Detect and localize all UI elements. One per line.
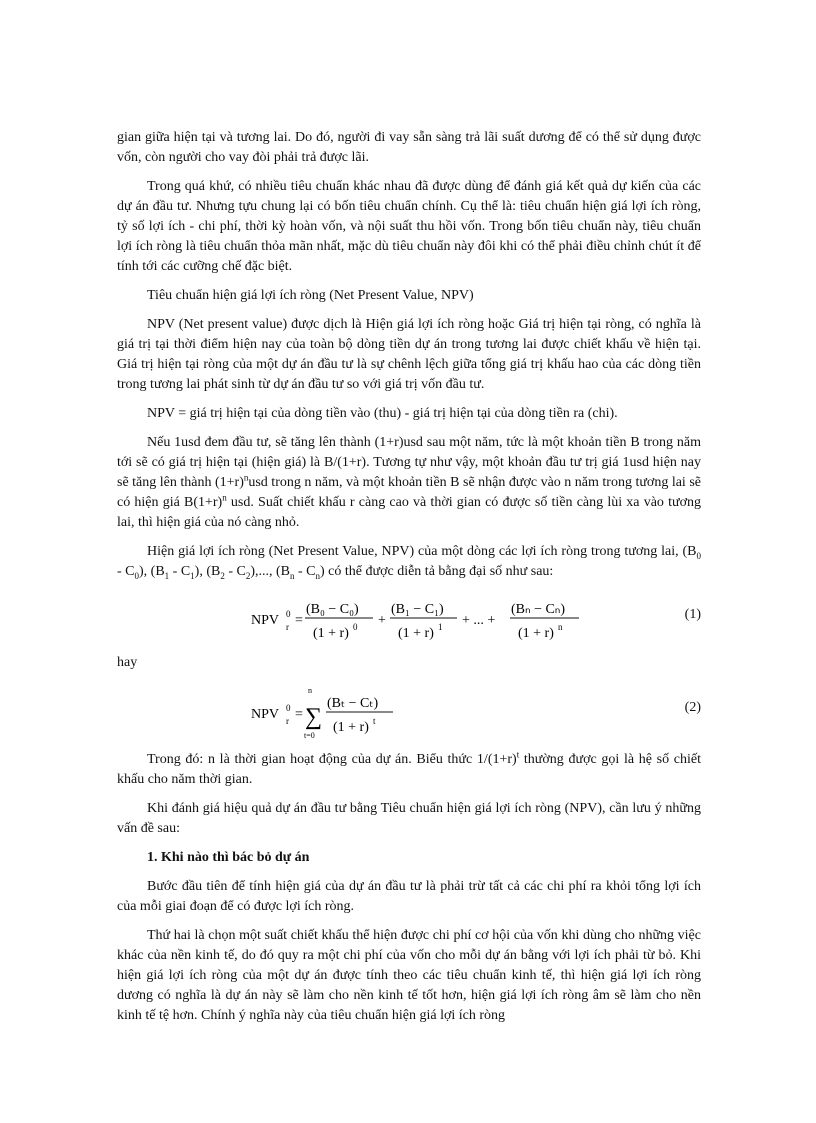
p6-sup-1: n — [243, 472, 249, 483]
p8-text-b: thường được gọi là hệ số chiết khấu cho năm thời gian. — [117, 752, 701, 787]
paragraph-6 — [117, 433, 701, 533]
p6-sup-2: n — [222, 492, 227, 503]
paragraph-11: Thứ hai là chọn một suất chiết khấu thể hiện được chi phí cơ hội của vốn khi dùng cho những việc khác của nền kinh tế, do đó quy ra một chi phí của vốn cho mỗi dự án bằng với lợi ích phải từ bỏ. Khi hiện giá lợi ích ròng của một dự án được tính theo các tiêu chuẩn kinh tế, thì hiện giá lợi ích ròng dương có nghĩa là dự án này sẽ làm cho nền kinh tế tốt hơn, hiện giá lợi ích ròng âm sẽ làm cho nền kinh tế tệ hơn. Chính ý nghĩa này của tiêu chuẩn hiện giá lợi ích ròng — [117, 928, 701, 1023]
p7-text: ) có thể được diễn tả bằng đại số như sau: — [320, 564, 554, 579]
eq1-t3-denominator: (1 + r) — [518, 626, 554, 641]
p7-sub: 1 — [190, 570, 195, 581]
paragraph-2: Trong quá khứ, có nhiều tiêu chuẩn khác nhau đã được dùng để đánh giá kết quả dự kiến của các dự án đầu tư. Nhưng tựu chung lại có bốn tiêu chuẩn chính. Cụ thể là: tiêu chuẩn hiện giá lợi ích ròng, tỷ số lợi ích - chi phí, thời kỳ hoàn vốn, và nội suất thu hồi vốn. Trong bốn tiêu chuẩn này, tiêu chuẩn lợi ích ròng là tiêu chuẩn thỏa mãn nhất, mặc dù tiêu chuẩn này đôi khi có thể phải điều chỉnh chút ít để tính tới các cưỡng chế đặc biệt. — [117, 179, 701, 274]
paragraph-8 — [117, 750, 701, 790]
p7-sub: 2 — [220, 570, 225, 581]
p7-text: - C — [294, 564, 316, 579]
eq1-t2-denominator: (1 + r) — [398, 626, 434, 641]
p6-text-c: usd. Suất chiết khấu r càng cao và thời gian có được số tiền càng lùi xa vào tương lai, thì hiện giá của nó càng nhỏ. — [117, 495, 702, 530]
p7-text: Hiện giá lợi ích ròng (Net Present Value, NPV) của một dòng các lợi ích ròng trong tương lai, (B — [147, 544, 697, 559]
p7-text: - C — [169, 564, 191, 579]
equation-2-svg — [117, 682, 517, 744]
eq1-ellipsis: + ... + — [462, 613, 496, 628]
eq1-plus: + — [378, 613, 386, 628]
eq2-denominator: (1 + r) — [333, 720, 369, 735]
paragraph-10: Bước đầu tiên để tính hiện giá của dự án đầu tư là phải trừ tất cả các chi phí ra khỏi tổng lợi ích của mỗi giai đoạn để có được lợi ích ròng. — [117, 879, 701, 914]
eq2-lhs-sub: r — [286, 716, 289, 726]
equation-1-number: (1) — [684, 607, 701, 622]
document-page — [117, 128, 701, 1035]
eq2-exponent: t — [373, 716, 376, 726]
equation-2-number: (2) — [684, 700, 701, 715]
p6-text-b: usd trong n năm, và một khoản tiền B sẽ nhận được vào n năm trong tương lai sẽ có hiện giá B(1+r) — [117, 475, 701, 510]
p8-text-a: Trong đó: n là thời gian hoạt động của dự án. Biểu thức 1/(1+r) — [147, 752, 517, 767]
eq1-equals: = — [295, 613, 303, 628]
paragraph-7 — [117, 542, 701, 582]
paragraph-3: Tiêu chuẩn hiện giá lợi ích ròng (Net Present Value, NPV) — [147, 288, 474, 303]
eq2-equals: = — [295, 707, 303, 722]
p7-sub: 2 — [245, 570, 251, 581]
p7-text: ), (B — [194, 564, 221, 579]
paragraph-5: NPV = giá trị hiện tại của dòng tiền vào (thu) - giá trị hiện tại của dòng tiền ra (chi). — [147, 406, 618, 421]
eq2-lhs-sup: 0 — [286, 703, 291, 713]
paragraph-9: Khi đánh giá hiệu quả dự án đầu tư bằng Tiêu chuẩn hiện giá lợi ích ròng (NPV), cần lưu ý những vấn đề sau: — [117, 801, 701, 836]
eq1-lhs-sub: r — [286, 622, 289, 632]
p7-text: ), (B — [139, 564, 165, 579]
eq1-t3-numerator: (Bₙ − Cₙ) — [511, 602, 566, 617]
eq1-t1-denominator: (1 + r) — [313, 626, 349, 641]
eq1-t1-exponent: 0 — [353, 622, 358, 632]
p7-sub: n — [315, 570, 321, 581]
p7-text: ),..., (B — [250, 564, 291, 579]
eq1-t2-exponent: 1 — [438, 622, 443, 632]
equation-1-svg — [117, 591, 597, 647]
p7-sub: 1 — [164, 570, 170, 581]
paragraph-1: gian giữa hiện tại và tương lai. Do đó, người đi vay sẵn sàng trả lãi suất dương để có thể sử dụng được vốn, còn người cho vay đòi phải trả được lãi. — [117, 130, 701, 165]
p7-sub: 0 — [134, 570, 139, 581]
eq2-sum-upper: n — [308, 686, 312, 695]
eq1-lhs: NPV — [251, 613, 280, 628]
eq2-lhs: NPV — [251, 707, 280, 722]
equation-1 — [117, 591, 701, 647]
p7-sub: n — [290, 570, 295, 581]
eq2-numerator: (Bₜ − Cₜ) — [327, 696, 379, 711]
eq1-t2-numerator: (B₁ − C₁) — [391, 602, 444, 617]
p7-text: - C — [117, 564, 135, 579]
section-heading-1: 1. Khi nào thì bác bỏ dự án — [147, 850, 310, 865]
p8-sup: t — [516, 749, 520, 760]
p7-sub: 0 — [696, 550, 701, 561]
eq2-sum-lower: t=0 — [304, 731, 315, 740]
paragraph-4: NPV (Net present value) được dịch là Hiện giá lợi ích ròng hoặc Giá trị hiện tại ròng, có nghĩa là giá trị tại thời điểm hiện nay của toàn bộ dòng tiền dự án trong tương lai được chiết khấu về hiện tại. Giá trị hiện tại ròng của một dự án đầu tư là sự chênh lệch giữa tổng giá trị khấu hao của các dòng tiền trong tương lai phát sinh từ dự án đầu tư so với giá trị vốn đầu tư. — [117, 317, 701, 392]
p7-text: - C — [224, 564, 246, 579]
equation-2 — [117, 682, 701, 744]
eq2-sigma-icon: ∑ — [305, 704, 323, 730]
p6-text-a: Nếu 1usd đem đầu tư, sẽ tăng lên thành (1+r)usd sau một năm, tức là một khoản tiền B trong năm tới sẽ có giá trị hiện tại (hiện giá) là B/(1+r). Tương tự như vậy, một khoản đầu tư trị giá 1usd hiện nay sẽ tăng lên thành (1+r) — [117, 435, 701, 490]
paragraph-hay: hay — [117, 655, 138, 670]
eq1-lhs-sup: 0 — [286, 609, 291, 619]
eq1-t1-numerator: (B₀ − C₀) — [306, 602, 359, 617]
eq1-t3-exponent: n — [558, 622, 563, 632]
